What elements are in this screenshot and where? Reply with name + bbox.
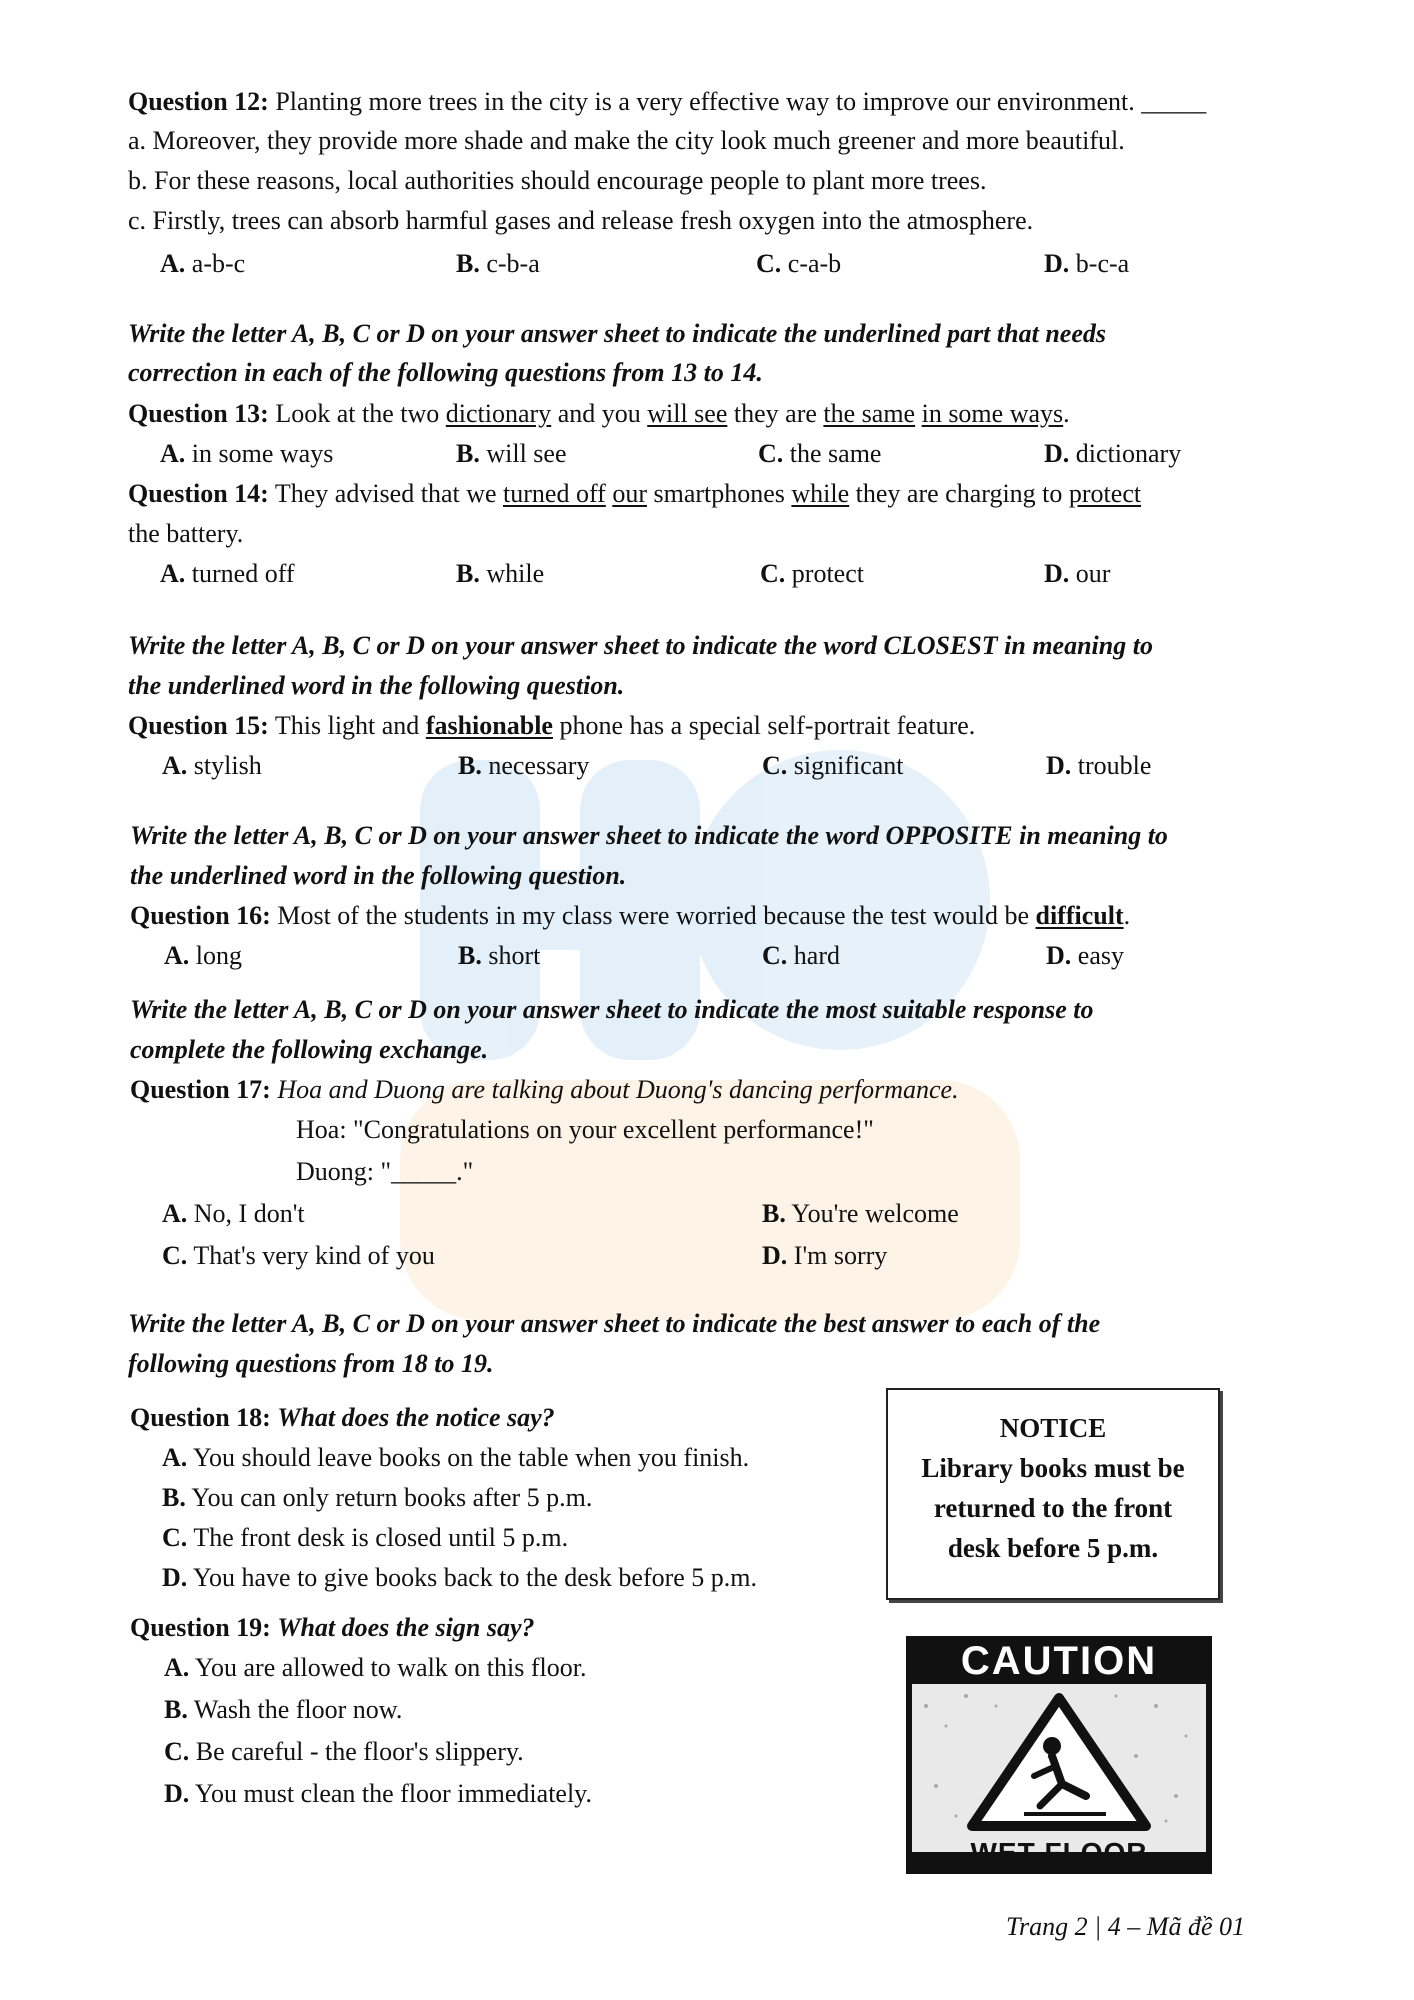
sign-wet-floor-text: WET FLOOR — [970, 1837, 1148, 1868]
option-letter: C. — [162, 1523, 188, 1552]
q14-option-a[interactable] — [160, 558, 295, 590]
instr18-line2: following questions from 18 to 19. — [128, 1349, 494, 1378]
q14-text: they are charging to — [849, 479, 1069, 508]
q17-duong-line: Duong: "_____." — [296, 1157, 474, 1186]
option-letter: C. — [756, 249, 782, 278]
q15-option-a[interactable] — [162, 750, 262, 782]
option-letter: C. — [758, 439, 784, 468]
q14-line2: the battery. — [128, 519, 244, 548]
option-text: the same — [789, 439, 882, 468]
q19-option-a[interactable] — [164, 1652, 586, 1684]
q14-underline-turned-off: turned off — [503, 479, 606, 508]
q19-stem-line — [130, 1612, 535, 1644]
q14-underline-protect: protect — [1068, 479, 1142, 508]
q12-option-d[interactable] — [1044, 248, 1129, 280]
q12-option-c[interactable] — [756, 248, 841, 280]
option-text: You can only return books after 5 p.m. — [191, 1483, 593, 1512]
option-text: Wash the floor now. — [193, 1695, 403, 1724]
option-letter: D. — [164, 1779, 190, 1808]
q18-option-b[interactable] — [162, 1482, 592, 1514]
option-letter: B. — [456, 559, 480, 588]
q14-underline-our: our — [612, 479, 647, 508]
option-letter: A. — [160, 559, 186, 588]
option-text: hard — [793, 941, 840, 970]
option-letter: C. — [164, 1737, 190, 1766]
instr13-line2: correction in each of the following questions from 13 to 14. — [128, 358, 763, 387]
q19-option-c[interactable] — [164, 1736, 524, 1768]
q15-option-b[interactable] — [458, 750, 589, 782]
option-letter: D. — [762, 1241, 788, 1270]
q16-option-a[interactable] — [164, 940, 242, 972]
option-text: short — [488, 941, 541, 970]
q16-stem-line — [130, 900, 1130, 932]
option-text: turned off — [191, 559, 295, 588]
q12-label: Question 12: — [128, 87, 269, 116]
instr15-line1: Write the letter A, B, C or D on your answer sheet to indicate the word CLOSEST in meaning to — [128, 631, 1153, 660]
option-letter: A. — [162, 751, 188, 780]
option-letter: D. — [1044, 249, 1070, 278]
option-letter: D. — [1046, 751, 1072, 780]
instr17-line2: complete the following exchange. — [130, 1035, 489, 1064]
option-letter: C. — [162, 1241, 188, 1270]
q14-label: Question 14: — [128, 479, 269, 508]
option-letter: A. — [160, 249, 186, 278]
q18-question: What does the notice say? — [277, 1403, 555, 1432]
option-letter: A. — [164, 1653, 190, 1682]
q18-stem-line — [130, 1402, 555, 1434]
option-letter: B. — [762, 1199, 786, 1228]
instr17-line1: Write the letter A, B, C or D on your answer sheet to indicate the most suitable response to — [130, 995, 1094, 1024]
q15-label: Question 15: — [128, 711, 269, 740]
q16-option-b[interactable] — [458, 940, 540, 972]
instr13-line1: Write the letter A, B, C or D on your answer sheet to indicate the underlined part that needs — [128, 319, 1106, 348]
option-text: in some ways — [191, 439, 334, 468]
option-text: You must clean the floor immediately. — [194, 1779, 592, 1808]
q12-line-b: b. For these reasons, local authorities should encourage people to plant more trees. — [128, 166, 987, 195]
q17-option-b[interactable] — [762, 1198, 959, 1230]
instr16-line2: the underlined word in the following question. — [130, 861, 627, 890]
q17-context: Hoa and Duong are talking about Duong's dancing performance. — [277, 1075, 959, 1104]
option-text: The front desk is closed until 5 p.m. — [193, 1523, 569, 1552]
option-letter: B. — [456, 249, 480, 278]
q17-option-a[interactable] — [162, 1198, 305, 1230]
q15-underline-fashionable: fashionable — [425, 711, 553, 740]
q12-blank: _____ — [1141, 87, 1207, 116]
q18-option-a[interactable] — [162, 1442, 749, 1474]
q13-text: Look at the two — [275, 399, 446, 428]
notice-title: NOTICE — [999, 1413, 1107, 1443]
instr16-line1: Write the letter A, B, C or D on your answer sheet to indicate the word OPPOSITE in meaning to — [130, 821, 1168, 850]
q15-option-d[interactable] — [1046, 750, 1151, 782]
q15-text: This light and — [274, 711, 426, 740]
option-text: while — [486, 559, 545, 588]
q13-text: and you — [551, 399, 648, 428]
page-footer: Trang 2 | 4 – Mã đề 01 — [1006, 1912, 1245, 1941]
option-text: c-b-a — [486, 249, 540, 278]
q12-line-c: c. Firstly, trees can absorb harmful gases and release fresh oxygen into the atmosphere. — [128, 206, 1034, 235]
q14-option-c[interactable] — [760, 558, 864, 590]
option-text: our — [1075, 559, 1111, 588]
q17-stem-line — [130, 1074, 959, 1106]
option-text: easy — [1077, 941, 1124, 970]
q16-label: Question 16: — [130, 901, 271, 930]
q13-underline-will-see: will see — [647, 399, 728, 428]
option-text: long — [195, 941, 243, 970]
q15-option-c[interactable] — [762, 750, 904, 782]
instr15-line2: the underlined word in the following question. — [128, 671, 625, 700]
library-notice — [886, 1388, 1220, 1600]
option-letter: A. — [162, 1443, 188, 1472]
option-letter: A. — [164, 941, 190, 970]
option-letter: A. — [160, 439, 186, 468]
q12-option-a[interactable] — [160, 248, 245, 280]
q13-label: Question 13: — [128, 399, 269, 428]
option-letter: D. — [162, 1563, 188, 1592]
q15-stem-line — [128, 710, 975, 742]
q19-question: What does the sign say? — [277, 1613, 535, 1642]
option-text: c-a-b — [787, 249, 842, 278]
option-letter: B. — [162, 1483, 186, 1512]
option-letter: A. — [162, 1199, 188, 1228]
option-letter: D. — [1044, 559, 1070, 588]
option-letter: D. — [1046, 941, 1072, 970]
q15-text: phone has a special self-portrait feature. — [552, 711, 976, 740]
q14-underline-while: while — [791, 479, 850, 508]
q13-option-a[interactable] — [160, 438, 333, 470]
option-text: will see — [486, 439, 567, 468]
q16-text: Most of the students in my class were worried because the test would be — [277, 901, 1036, 930]
q13-option-d[interactable] — [1044, 438, 1181, 470]
q13-stem-line — [128, 398, 1070, 430]
q18-option-d[interactable] — [162, 1562, 757, 1594]
q14-option-d[interactable] — [1044, 558, 1110, 590]
option-letter: B. — [458, 941, 482, 970]
option-letter: C. — [760, 559, 786, 588]
option-text: b-c-a — [1075, 249, 1130, 278]
q16-underline-difficult: difficult — [1035, 901, 1124, 930]
notice-line: Library books must be — [921, 1453, 1185, 1483]
q18-label: Question 18: — [130, 1403, 271, 1432]
option-text: stylish — [193, 751, 262, 780]
q14-option-b[interactable] — [456, 558, 544, 590]
option-text: protect — [791, 559, 864, 588]
q14-text: smartphones — [646, 479, 792, 508]
option-letter: C. — [762, 941, 788, 970]
option-text: necessary — [488, 751, 590, 780]
notice-line: desk before 5 p.m. — [947, 1533, 1159, 1563]
option-text: That's very kind of you — [193, 1241, 435, 1270]
option-letter: D. — [1044, 439, 1070, 468]
option-text: a-b-c — [191, 249, 246, 278]
option-text: You are allowed to walk on this floor. — [194, 1653, 587, 1682]
q13-option-b[interactable] — [456, 438, 567, 470]
option-text: You have to give books back to the desk before 5 p.m. — [192, 1563, 758, 1592]
q13-underline-dictionary: dictionary — [445, 399, 552, 428]
q12-option-b[interactable] — [456, 248, 540, 280]
option-text: trouble — [1077, 751, 1152, 780]
option-text: You're welcome — [791, 1199, 959, 1228]
q12-stem: Planting more trees in the city is a very effective way to improve our environment. — [275, 87, 1135, 116]
q17-label: Question 17: — [130, 1075, 271, 1104]
q16-text: . — [1123, 901, 1131, 930]
option-letter: B. — [456, 439, 480, 468]
q14-text: They advised that we — [274, 479, 504, 508]
q14-stem-line — [128, 478, 1141, 510]
option-text: You should leave books on the table when you finish. — [192, 1443, 750, 1472]
q13-text: . — [1063, 399, 1070, 428]
q19-label: Question 19: — [130, 1613, 271, 1642]
notice-line: returned to the front — [933, 1493, 1173, 1523]
q17-option-d[interactable] — [762, 1240, 887, 1272]
q13-text: they are — [727, 399, 824, 428]
q17-hoa-line: Hoa: "Congratulations on your excellent performance!" — [296, 1115, 874, 1144]
q18-option-c[interactable] — [162, 1522, 568, 1554]
option-letter: C. — [762, 751, 788, 780]
q17-option-c[interactable] — [162, 1240, 435, 1272]
q13-underline-in-some-ways: in some ways — [921, 399, 1064, 428]
option-letter: B. — [458, 751, 482, 780]
option-text: significant — [793, 751, 904, 780]
option-letter: B. — [164, 1695, 188, 1724]
caution-wet-floor-sign — [906, 1636, 1212, 1874]
q12-stem-line — [128, 86, 1206, 118]
option-text: Be careful - the floor's slippery. — [195, 1737, 524, 1766]
q19-option-b[interactable] — [164, 1694, 402, 1726]
option-text: dictionary — [1075, 439, 1182, 468]
q16-option-c[interactable] — [762, 940, 840, 972]
sign-caution-text: CAUTION — [960, 1639, 1158, 1683]
q13-option-c[interactable] — [758, 438, 881, 470]
q13-underline-the-same: the same — [823, 399, 916, 428]
q19-option-d[interactable] — [164, 1778, 592, 1810]
option-text: I'm sorry — [793, 1241, 888, 1270]
q12-line-a: a. Moreover, they provide more shade and make the city look much greener and more beautiful. — [128, 126, 1125, 155]
instr18-line1: Write the letter A, B, C or D on your answer sheet to indicate the best answer to each of the — [128, 1309, 1101, 1338]
q16-option-d[interactable] — [1046, 940, 1124, 972]
option-text: No, I don't — [193, 1199, 305, 1228]
